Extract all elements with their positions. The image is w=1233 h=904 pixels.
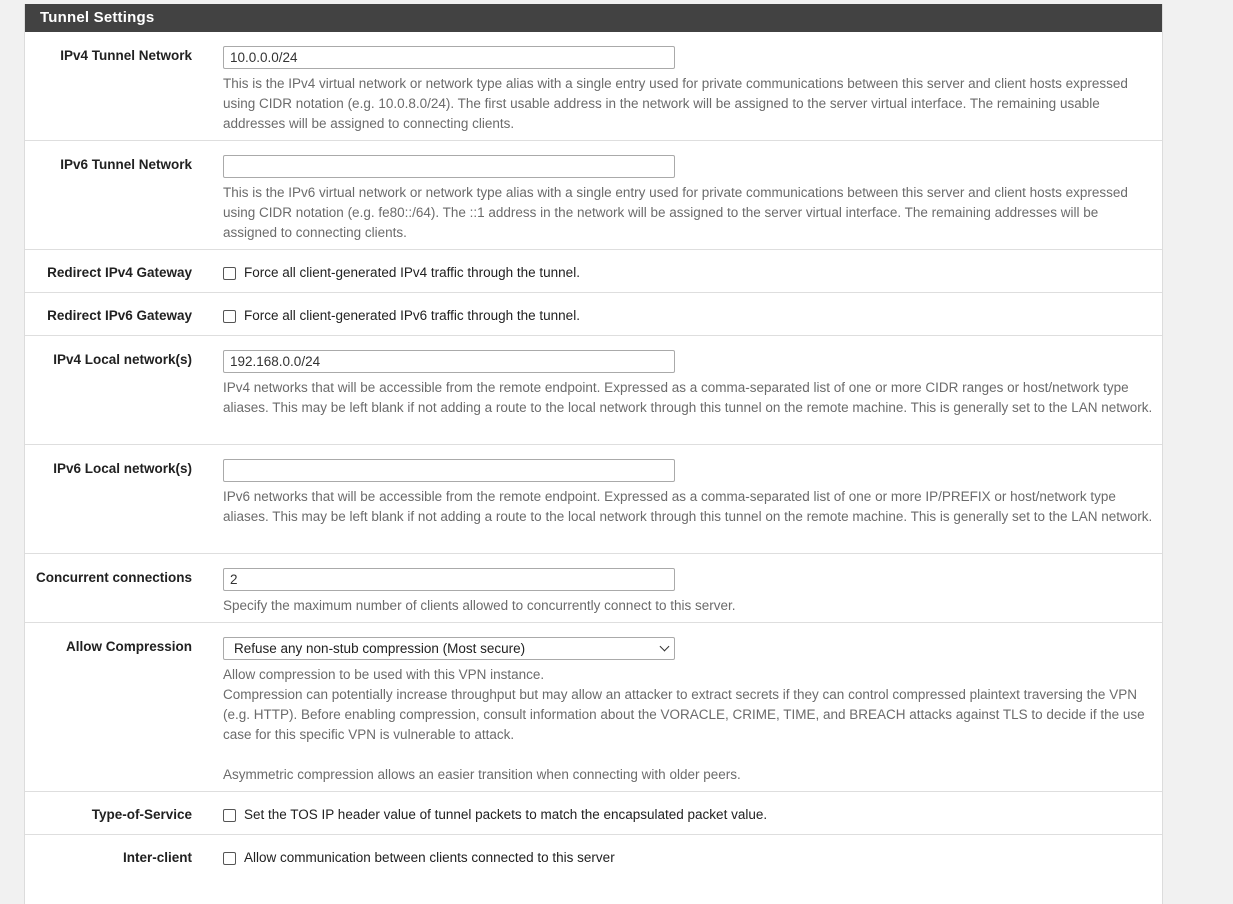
redirect-ipv6-gateway-text: Force all client-generated IPv6 traffic through the tunnel. (244, 308, 580, 323)
ipv6-local-networks-input[interactable] (223, 459, 675, 482)
allow-compression-help-1: Allow compression to be used with this VPN instance. (223, 667, 545, 682)
ipv4-local-networks-help: IPv4 networks that will be accessible from the remote endpoint. Expressed as a comma-separated list of one or more CIDR ranges or host/network type aliases. This may be left blank if not adding a route to the local network through this tunnel on the remote machine. This is generally set to the LAN network. (223, 380, 1153, 415)
redirect-ipv6-gateway-label: Redirect IPv6 Gateway (47, 308, 192, 323)
type-of-service-checkbox[interactable] (223, 809, 236, 822)
row-type-of-service (25, 792, 1162, 835)
concurrent-connections-label: Concurrent connections (35, 570, 192, 585)
row-ipv4-local-networks (25, 336, 1162, 445)
ipv4-local-networks-label: IPv4 Local network(s) (53, 352, 192, 367)
panel-heading: Tunnel Settings (25, 4, 1162, 32)
ipv6-local-networks-help: IPv6 networks that will be accessible from the remote endpoint. Expressed as a comma-separated list of one or more IP/PREFIX or host/network type aliases. This may be left blank if not adding a route to the local network through this tunnel on the remote machine. This is generally set to the LAN network. (223, 489, 1153, 524)
allow-compression-label: Allow Compression (65, 639, 192, 654)
ipv4-tunnel-network-input[interactable] (223, 46, 675, 69)
redirect-ipv6-gateway-checkbox[interactable] (223, 310, 236, 323)
inter-client-label: Inter-client (122, 850, 192, 865)
concurrent-connections-input[interactable] (223, 568, 675, 591)
allow-compression-select[interactable] (223, 637, 675, 660)
allow-compression-help-2: Compression can potentially increase throughput but may allow an attacker to extract secrets if they can control compressed plaintext traversing the VPN (e.g. HTTP). Before enabling compression, consult information about the VORACLE, CRIME, TIME, and BREACH attacks against TLS to decide if the use case for this specific VPN is vulnerable to attack. (223, 687, 1145, 742)
row-ipv6-local-networks (25, 445, 1162, 554)
chevron-down-icon (660, 642, 670, 652)
concurrent-connections-help: Specify the maximum number of clients allowed to concurrently connect to this server. (223, 598, 736, 613)
ipv6-local-networks-label: IPv6 Local network(s) (53, 461, 192, 476)
redirect-ipv4-gateway-label: Redirect IPv4 Gateway (47, 265, 192, 280)
row-allow-compression (25, 623, 1162, 792)
inter-client-text: Allow communication between clients connected to this server (244, 850, 615, 865)
ipv6-tunnel-network-help: This is the IPv6 virtual network or network type alias with a single entry used for private communications between this server and client hosts expressed using CIDR notation (e.g. fe80::/64). The ::1 address in the network will be assigned to the server virtual interface. The remaining addresses will be assigned to connecting clients. (223, 185, 1128, 240)
ipv4-local-networks-input[interactable] (223, 350, 675, 373)
type-of-service-text: Set the TOS IP header value of tunnel packets to match the encapsulated packet value. (244, 807, 768, 822)
row-inter-client (25, 835, 1162, 878)
row-concurrent-connections (25, 554, 1162, 623)
redirect-ipv4-gateway-text: Force all client-generated IPv4 traffic through the tunnel. (244, 265, 580, 280)
row-ipv4-tunnel-network (25, 32, 1162, 141)
redirect-ipv4-gateway-checkbox[interactable] (223, 267, 236, 280)
ipv4-tunnel-network-label: IPv4 Tunnel Network (60, 48, 192, 63)
row-ipv6-tunnel-network (25, 141, 1162, 250)
tunnel-settings-panel (24, 4, 1163, 904)
allow-compression-help-3: Asymmetric compression allows an easier transition when connecting with older peers. (223, 767, 741, 782)
type-of-service-label: Type-of-Service (91, 807, 192, 822)
row-redirect-ipv6-gateway (25, 293, 1162, 336)
ipv6-tunnel-network-label: IPv6 Tunnel Network (60, 157, 192, 172)
ipv6-tunnel-network-input[interactable] (223, 155, 675, 178)
allow-compression-selected: Refuse any non-stub compression (Most secure) (234, 641, 526, 656)
ipv4-tunnel-network-help: This is the IPv4 virtual network or network type alias with a single entry used for private communications between this server and client hosts expressed using CIDR notation (e.g. 10.0.8.0/24). The first usable address in the network will be assigned to the server virtual interface. The remaining usable addresses will be assigned to connecting clients. (223, 76, 1128, 131)
row-redirect-ipv4-gateway (25, 250, 1162, 293)
allow-compression-help (223, 665, 1155, 785)
